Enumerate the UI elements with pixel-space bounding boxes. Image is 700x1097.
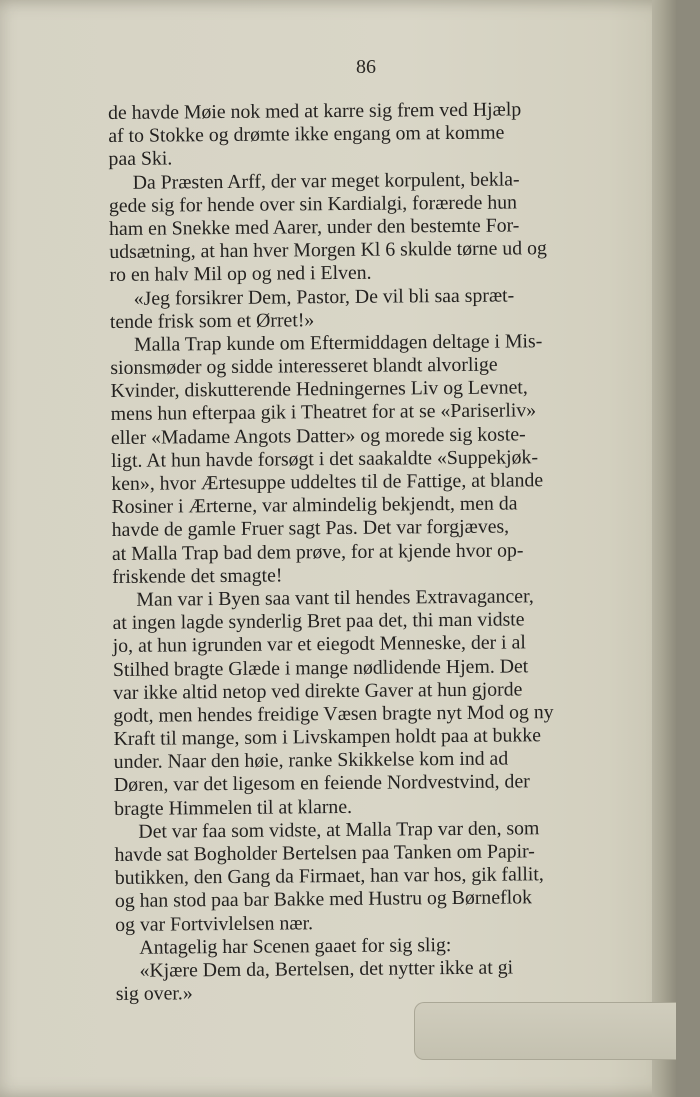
text-line: var ikke altid netop ved direkte Gaver at hun gjorde: [113, 678, 523, 704]
text-line: tende frisk som et Ørret!»: [109, 308, 315, 333]
text-line: og var Fortvivlelsen nær.: [115, 911, 314, 936]
text-line: jo, at hun igrunden var et eiegodt Menneske, der i al: [112, 631, 526, 658]
text-line: udsætning, at han hver Morgen Kl 6 skulde tørne ud og: [109, 237, 547, 264]
text-line: butikken, den Gang da Firmaet, han var hos, gik fallit,: [114, 863, 544, 890]
body-text: [108, 97, 636, 1006]
text-line: at ingen lagde synderlig Bret paa det, thi man vidste: [112, 608, 525, 635]
text-line: havde de gamle Fruer sagt Pas. Det var forgjæves,: [111, 515, 510, 542]
text-line: paa Ski.: [108, 147, 173, 171]
text-line: af to Stokke og drømte ikke engang om at komme: [108, 121, 505, 148]
text-line: bragte Himmelen til at klarne.: [114, 795, 353, 820]
text-line: Kvinder, diskutterende Hedningernes Liv og Levnet,: [110, 376, 528, 403]
text-line: «Jeg forsikrer Dem, Pastor, De vil bli saa spræt-: [133, 283, 515, 310]
text-line: sionsmøder og sidde interesseret blandt alvorlige: [110, 353, 498, 380]
text-line: Stilhed bragte Glæde i mange nødlidende Hjem. Det: [112, 654, 529, 681]
text-line: havde sat Bogholder Bertelsen paa Tanken om Papir-: [114, 840, 535, 866]
text-line: Antagelig har Scenen gaaet for sig slig:: [139, 933, 452, 959]
text-line: Døren, var det ligesom en feiende Nordvestvind, der: [113, 770, 530, 797]
text-line: under. Naar den høie, ranke Skikkelse kom ind ad: [113, 747, 509, 774]
text-line: godt, men hendes freidige Væsen bragte nyt Mod og ny: [113, 701, 554, 727]
text-line: gede sig for hende over sin Kardialgi, forærede hun: [108, 191, 518, 217]
text-line: Malla Trap kunde om Eftermiddagen deltage i Mis-: [134, 330, 543, 356]
text-line: «Kjære Dem da, Bertelsen, det nytter ikke at gi: [139, 956, 514, 982]
text-line: ro en halv Mil op og ned i Elven.: [109, 262, 372, 287]
text-line: Man var i Byen saa vant til hendes Extravagancer,: [136, 585, 534, 611]
text-line: at Malla Trap bad dem prøve, for at kjende hvor op-: [111, 538, 524, 565]
text-line: Det var faa som vidste, at Malla Trap var den, som: [138, 817, 540, 843]
text-line: sig over.»: [115, 982, 193, 1006]
text-line: de havde Møie nok med at karre sig frem ved Hjælp: [108, 98, 522, 124]
text-line: eller «Madame Angots Datter» og morede sig koste-: [110, 422, 526, 449]
text-line: Kraft til mange, som i Livskampen holdt paa at bukke: [113, 724, 542, 751]
page-edge: [652, 0, 676, 1097]
corner-mark: [414, 1002, 676, 1060]
text-line: og han stod paa bar Bakke med Hustru og Børneflok: [114, 886, 533, 913]
page-number: 86: [356, 56, 376, 78]
text-line: ham en Snekke med Aarer, under den bestemte For-: [109, 214, 520, 240]
text-line: Rosiner i Ærterne, var almindelig bekjendt, men da: [111, 492, 518, 519]
text-line: friskende det smagte!: [112, 564, 283, 588]
text-line: Da Præsten Arff, der var meget korpulent, bekla-: [132, 167, 520, 194]
text-line: ligt. At hun havde forsøgt i det saakaldte «Suppekjøk-: [111, 446, 539, 472]
text-line: ken», hvor Ærtesuppe uddeltes til de Fattige, at blande: [111, 469, 544, 495]
text-line: mens hun efterpaa gik i Theatret for at se «Pariserliv»: [110, 399, 537, 426]
